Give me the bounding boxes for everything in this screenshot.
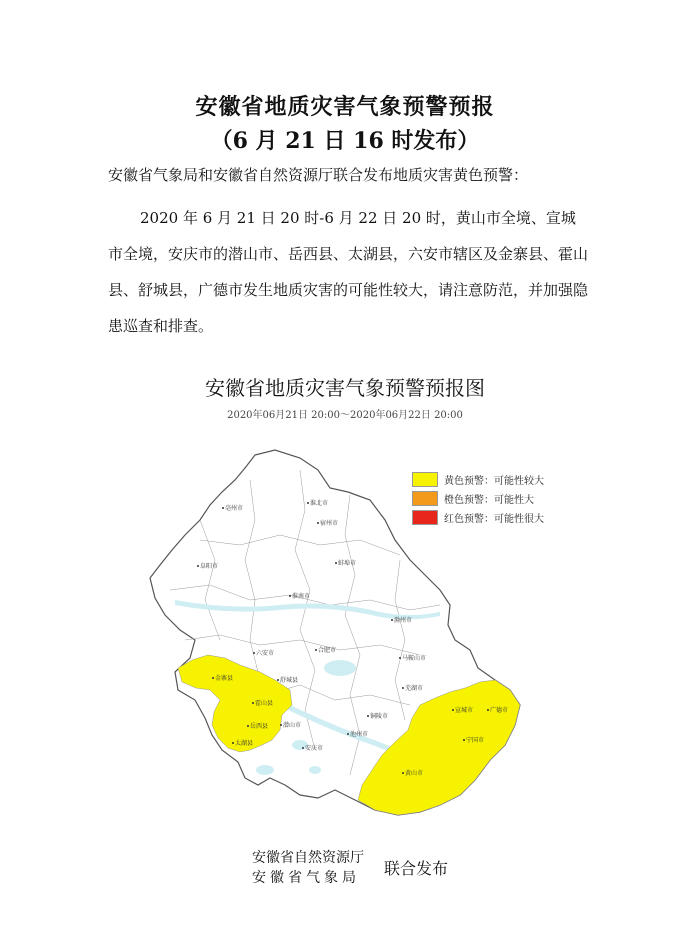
city-dot (347, 733, 349, 735)
intro-line: 安徽省气象局和安徽省自然资源厅联合发布地质灾害黄色预警： (108, 166, 529, 184)
city-dot (367, 715, 369, 717)
city-label: 蚌埠市 (338, 560, 357, 567)
document-subtitle: （6 月 21 日 16 时发布） (210, 128, 480, 154)
city-label: 宣城市 (455, 707, 474, 714)
city-label: 金寨县 (215, 675, 234, 682)
issuer-meteorological-bureau: 安徽省气象局 (252, 870, 360, 886)
city-label: 黄山市 (405, 770, 424, 777)
city-label: 岳西县 (250, 723, 269, 730)
map-time-range: 2020年06月21日 20:00～2020年06月22日 20:00 (227, 410, 463, 421)
warning-paragraph: 2020 年 6 月 21 日 20 时-6 月 22 日 20 时，黄山市全境、宣城市全境，安庆市的潜山市、岳西县、太湖县，六安市辖区及金寨县、霍山县、舒城县，广德市发生地质灾害的可能性较大，请注意防范，并加强隐患巡查和排查。 (108, 209, 589, 335)
legend-swatch-red (412, 510, 438, 525)
legend-swatch-orange (412, 491, 438, 506)
joint-issue-label: 联合发布 (384, 859, 449, 878)
city-dot (307, 502, 309, 504)
city-dot (247, 725, 249, 727)
city-dot (399, 657, 401, 659)
legend-label-red: 红色预警：可能性很大 (444, 514, 544, 525)
city-label: 合肥市 (318, 647, 337, 654)
city-label: 六安市 (256, 650, 275, 657)
city-label: 太湖县 (235, 740, 254, 747)
city-label: 亳州市 (225, 505, 244, 512)
city-label: 安庆市 (305, 745, 324, 752)
city-dot (317, 522, 319, 524)
city-dot (463, 739, 465, 741)
city-dot (391, 619, 393, 621)
legend-label-yellow: 黄色预警：可能性较大 (444, 476, 544, 487)
map-legend (412, 470, 544, 527)
city-label: 阜阳市 (200, 563, 219, 570)
issuer-resources-dept: 安徽省自然资源厅 (252, 850, 364, 866)
city-label: 池州市 (350, 731, 369, 738)
city-dot (402, 687, 404, 689)
map-title: 安徽省地质灾害气象预警预报图 (205, 376, 485, 400)
city-label: 广德市 (490, 707, 509, 714)
city-label: 淮南市 (292, 593, 311, 600)
legend-item-orange (412, 489, 544, 508)
document-title: 安徽省地质灾害气象预警预报 (195, 94, 495, 120)
city-dot (302, 747, 304, 749)
city-label: 滁州市 (394, 617, 413, 624)
city-label: 铜陵市 (370, 713, 389, 720)
legend-swatch-yellow (412, 472, 438, 487)
city-label: 宁国市 (466, 737, 485, 744)
city-label: 宿州市 (320, 520, 339, 527)
legend-item-red (412, 508, 544, 527)
legend-label-orange: 橙色预警：可能性大 (444, 495, 534, 506)
city-label: 芜湖市 (405, 685, 424, 692)
city-dot (212, 677, 214, 679)
city-label: 霍山县 (255, 700, 274, 707)
city-dot (402, 772, 404, 774)
city-dot (315, 649, 317, 651)
city-label: 潜山市 (283, 722, 302, 729)
city-dot (277, 679, 279, 681)
city-dot (197, 565, 199, 567)
legend-item-yellow (412, 470, 544, 489)
city-dot (280, 724, 282, 726)
city-label: 淮北市 (310, 500, 329, 507)
city-dot (487, 709, 489, 711)
issuer-block (252, 848, 364, 888)
city-dot (452, 709, 454, 711)
city-dot (222, 507, 224, 509)
city-dot (335, 562, 337, 564)
city-dot (252, 702, 254, 704)
city-label: 舒城县 (280, 677, 299, 684)
city-label: 马鞍山市 (402, 655, 427, 662)
city-dot (253, 652, 255, 654)
city-dot (232, 742, 234, 744)
city-dot (289, 595, 291, 597)
